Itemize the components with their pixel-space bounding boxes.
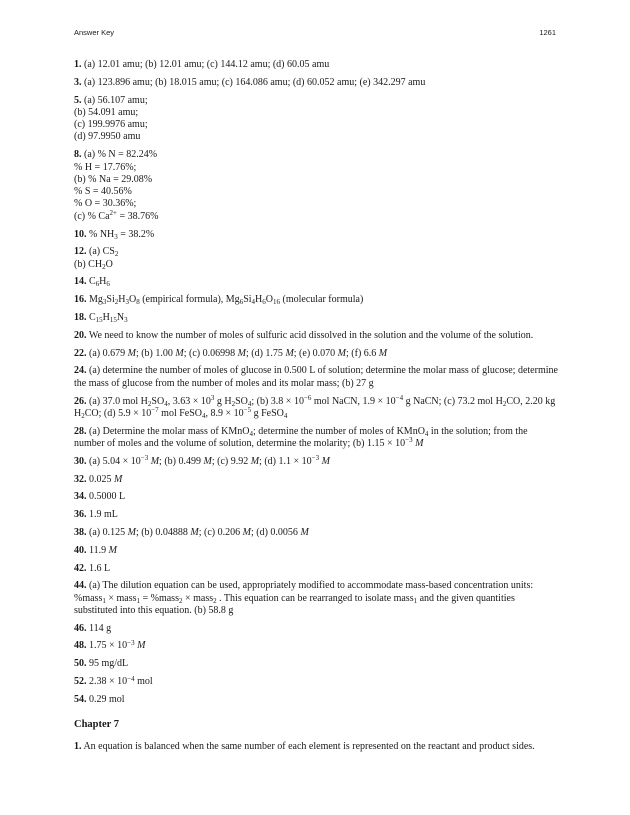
subscript: 2 [147, 399, 152, 408]
subscript: 3 [125, 298, 129, 307]
subscript: 1 [136, 596, 140, 605]
answer-list [74, 59, 560, 759]
subscript: 2 [213, 596, 217, 605]
answer-text: ; (f) 6.6 [346, 347, 379, 359]
answer-3: 3. (a) 123.896 amu; (b) 18.015 amu; (c) 164.086 amu; (d) 60.052 amu; (e) 342.297 amu [74, 76, 426, 88]
answer-text: CO, 2.20 kg H [74, 395, 556, 419]
answer-text: 1.9 mL [89, 509, 118, 521]
header-section-title: Answer Key [74, 28, 115, 37]
answer-number: 52 [74, 676, 84, 688]
answer-text: ; (d) 0.0056 [250, 526, 301, 538]
answer-48: 48. $1.75 \times 10^{-3}$ M [74, 638, 146, 652]
answer-text: % NH [89, 228, 115, 240]
answer-number: 1 [74, 59, 79, 70]
molarity-unit: M [150, 455, 160, 467]
answer-line: = 38.76% [117, 210, 159, 222]
answer-text: g FeSO [251, 407, 284, 419]
subscript: 8 [136, 298, 140, 307]
answer-number: 14 [74, 276, 84, 288]
subscript: 2 [231, 399, 236, 408]
answer-30: 30. (a) $5.04 \times 10^{-3}$ M; (b) 0.499 M; (c) 9.92 M; (d) $1.1 \times 10^{-3}$ M [74, 454, 330, 467]
answer-text: ; (e) 0.070 [293, 347, 338, 359]
molarity-unit: M [321, 455, 330, 467]
answer-number: 28 [74, 425, 84, 437]
answer-text: (a) CS [89, 246, 115, 258]
answer-42: 42. 1.6 L [74, 562, 111, 574]
answer-text: (b) CH [74, 258, 103, 270]
answer-number: 48 [74, 640, 84, 652]
answer-text: mol FeSO [158, 407, 203, 419]
answer-text: O [105, 258, 113, 270]
answer-text: We need to know the number of moles of sulfuric acid dissolved in the solution and the volume of the solution. [88, 329, 534, 341]
answer-number: 50 [74, 658, 84, 670]
molarity-unit: M [337, 347, 347, 359]
answer-number: 38 [74, 526, 84, 538]
answer-text: (a) 5.04 × 10 [89, 455, 141, 467]
answer-text: = 38.2% [117, 228, 155, 240]
molarity-unit: M [250, 455, 260, 467]
answer-text: 2.38 × 10 [89, 676, 128, 688]
answer-text: (a) 37.0 mol H [89, 395, 148, 407]
answer-text: (a) Determine the molar mass of KMnO [89, 425, 250, 437]
answer-32: 32. 0.025 M [74, 473, 123, 485]
molarity-unit: M [114, 473, 123, 485]
answer-1: 1. (a) 12.01 amu; (b) 12.01 amu; (c) 144.12 amu; (d) 60.05 amu [74, 59, 330, 70]
answer-20: 20. We need to know the number of moles of sulfuric acid dissolved in the solution and the volume of the solution. [74, 329, 534, 341]
molarity-unit: M [300, 526, 309, 538]
answer-number: 54 [74, 693, 84, 705]
answer-number: 22 [74, 347, 84, 359]
answer-number: 1 [74, 741, 79, 753]
answer-text: (a) 0.125 [89, 526, 128, 538]
answer-text: mol NaCN, 1.9 × 10 [311, 395, 396, 407]
page-number: 1261 [539, 28, 556, 37]
answer-text: SO [151, 395, 165, 407]
answer-text: (molecular formula) [280, 294, 364, 306]
answer-text: Si [243, 294, 252, 306]
exponent: −3 [311, 454, 320, 463]
answer-text: 11.9 [89, 544, 109, 556]
answer-number: 36 [74, 509, 84, 521]
subscript: 2 [81, 411, 85, 420]
exponent: −6 [303, 394, 312, 403]
subscript: 4 [283, 411, 288, 420]
answer-text: ; (c) 9.92 [211, 455, 251, 467]
answer-number: 20 [74, 329, 84, 341]
molarity-unit: M [175, 347, 184, 359]
subscript: 2 [178, 596, 183, 605]
answer-text: ; (b) 3.8 × 10 [251, 395, 304, 407]
answer-line: % H = 17.76%; [74, 161, 137, 173]
molarity-unit: M [415, 437, 424, 449]
answer-text: H [99, 276, 107, 288]
answer-10: 10. % $NH_3 = 38.2\%$ [74, 228, 155, 241]
answer-number: 8 [74, 149, 79, 161]
answer-number: 26 [74, 395, 84, 407]
answer-text: C [89, 312, 96, 324]
answer-text: , 8.9 × 10 [205, 407, 244, 419]
exponent: −4 [395, 394, 404, 403]
answer-number: 24 [74, 365, 84, 377]
answer-number: 42 [74, 562, 84, 574]
answer-line: (b) 54.091 amu; [74, 106, 139, 118]
exponent: −7 [151, 406, 159, 415]
answer-line: (c) % Ca [74, 210, 110, 222]
answer-text: 1.75 × 10 [89, 640, 128, 652]
answer-line: (a) % N = 82.24% [84, 149, 158, 161]
subscript: 4 [202, 411, 206, 420]
answer-number: 5 [74, 94, 79, 106]
charge-superscript: 2+ [109, 209, 117, 218]
subscript: 6 [239, 298, 244, 307]
subscript: 3 [124, 316, 128, 325]
answer-line: (d) 97.9950 amu [74, 131, 141, 143]
answer-text: 0.5000 L [89, 491, 126, 503]
molarity-unit: M [237, 347, 246, 359]
answer-50: 50. 95 mg/dL [74, 658, 129, 670]
answer-36: 36. 1.9 mL [74, 509, 118, 521]
answer-number: 10 [74, 228, 84, 240]
molarity-unit: M [285, 347, 294, 359]
molarity-unit: M [203, 455, 212, 467]
answer-text: ; (d) 1.1 × 10 [259, 455, 312, 467]
answer-text: ; (b) 0.04888 [135, 526, 191, 538]
answer-text: SO [235, 395, 248, 407]
answer-text: (a) 123.896 amu; (b) 18.015 amu; (c) 164.086 amu; (d) 60.052 amu; (e) 342.297 amu [84, 76, 426, 88]
answer-text: H [118, 294, 126, 306]
answer-line: (c) 199.9976 amu; [74, 119, 148, 131]
answer-number: 46 [74, 622, 84, 634]
answer-text: (a) 12.01 amu; (b) 12.01 amu; (c) 144.12 amu; (d) 60.05 amu [84, 59, 330, 70]
page-header [74, 28, 556, 40]
answer-text: 0.025 [89, 473, 114, 485]
answer-text: H [102, 312, 110, 324]
answer-number: 16 [74, 294, 84, 306]
subscript: 2 [114, 298, 119, 307]
subscript: 2 [502, 399, 507, 408]
subscript: 4 [164, 399, 168, 408]
chapter-heading: Chapter 7 [74, 719, 120, 731]
exponent: −5 [243, 406, 252, 415]
subscript: 16 [273, 298, 280, 307]
subscript: 6 [106, 280, 110, 289]
answer-22: 22. (a) 0.679 M; (b) 1.00 M; (c) 0.06998 M; (d) 1.75 M; (e) 0.070 M; (f) 6.6 M [74, 347, 388, 359]
answer-40: 40. 11.9 M [74, 544, 117, 556]
answer-text: O [265, 294, 273, 306]
answer-text: ; (c) 0.06998 [183, 347, 238, 359]
answer-text: 114 g [89, 622, 112, 634]
answer-text: O [128, 294, 137, 306]
answer-text: Si [106, 294, 115, 306]
subscript: 4 [251, 298, 256, 307]
answer-text: 0.29 mol [89, 693, 125, 705]
molarity-unit: M [127, 526, 136, 538]
answer-number: 12 [74, 246, 84, 258]
answer-text: 95 mg/dL [89, 658, 129, 670]
answer-46: 46. 114 g [74, 622, 112, 634]
answer-12: 12. (a) $CS_2$ (b) $CH_2O$ [74, 246, 119, 271]
answer-text: × mass [182, 592, 214, 604]
answer-number: 34 [74, 491, 84, 503]
answer-line: % O = 30.36%; [74, 198, 137, 210]
answer-text: g NaCN; (c) 73.2 mol H [403, 395, 503, 407]
subscript: 2 [102, 262, 106, 271]
answer-8: 8. (a) % N = 82.24% % H = 17.76%; (b) % Na = 29.08% % S = 40.56% % O = 30.36%; (c) % $Ca^{2+} = 38.76\%$ [74, 149, 159, 222]
chapter-7-answer-1: 1. An equation is balanced when the same number of each element is represented on the reactant and product sides. [74, 741, 535, 753]
answer-text: 1.6 L [89, 562, 111, 574]
exponent: −3 [127, 638, 135, 647]
answer-14: 14. $C_6H_6$ [74, 276, 110, 289]
answer-number: 18 [74, 312, 84, 324]
answer-line: % S = 40.56% [74, 186, 132, 198]
answer-text: , 3.63 × 10 [167, 395, 211, 407]
exponent: −3 [405, 436, 413, 445]
exponent: −3 [140, 454, 149, 463]
molarity-unit: M [378, 347, 388, 359]
subscript: 15 [109, 316, 117, 325]
answer-text: (a) The dilution equation can be used, appropriately modified to accommodate mass-based concentration units: %mass [74, 580, 534, 604]
answer-text: H [255, 294, 263, 306]
answer-5: 5. (a) 56.107 amu; (b) 54.091 amu; (c) 199.9976 amu; (d) 97.9950 amu [74, 94, 148, 143]
answer-text: ; (c) 0.206 [198, 526, 243, 538]
answer-text: g H [214, 395, 232, 407]
subscript: 15 [95, 316, 103, 325]
subscript: 6 [262, 298, 266, 307]
answer-text: and the given quantities substituted into this equation. (b) 58.8 g [74, 592, 515, 616]
molarity-unit: M [242, 526, 251, 538]
answer-text: (empirical formula), Mg [139, 294, 240, 306]
answer-text: ; (d) 1.75 [245, 347, 286, 359]
answer-34: 34. 0.5000 L [74, 491, 126, 503]
molarity-unit: M [190, 526, 199, 538]
answer-text: An equation is balanced when the same number of each element is represented on the reactant and product sides. [83, 741, 535, 753]
answer-number: 3 [74, 76, 79, 88]
subscript: 1 [413, 596, 418, 605]
answer-16: 16. $Mg_3Si_2H_3O_8$ (empirical formula), $Mg_6Si_4H_6O_{16}$ (molecular formula) [74, 294, 364, 307]
answer-52: 52. $2.38 \times 10^{-4}$ mol [74, 674, 153, 688]
molarity-unit: M [127, 347, 136, 359]
answer-26: 26. (a) 37.0 mol $H_2SO_4$, $3.63 \times 10^3$ g $H_2SO_4$; (b) $3.8 \times 10^{-6}$ mol NaCN, $1.9 \times 10^{-4}$ g NaCN; (c) 73.2 mol $H_2CO$, 2.20 kg $H_2CO$; (d) $5.9 \times 10^{-7}$ mol FeSO$_4$, $8.9 \times 10^{-5}$ g FeSO$_4$ [74, 394, 556, 420]
answer-text: in the solution; from the number of moles and the volume of solution, determine the molarity; (b) 1.15 × 10 [74, 425, 528, 449]
answer-text: mol [134, 676, 153, 688]
answer-text: × mass [105, 592, 137, 604]
answer-28: 28. (a) Determine the molar mass of KMnO$_4$; determine the number of moles of KMnO$_4$ in the solution; from the number of moles and the volume of solution, determine the molarity; (b) $1.15 \times 10^{-3}$ M [74, 425, 528, 449]
exponent: 3 [210, 394, 215, 403]
subscript: 3 [102, 298, 107, 307]
subscript: 3 [114, 232, 118, 241]
subscript: 1 [102, 596, 106, 605]
subscript: 2 [114, 250, 119, 259]
answer-38: 38. (a) 0.125 M; (b) 0.04888 M; (c) 0.206 M; (d) 0.0056 M [74, 526, 309, 538]
answer-text: . This equation can be rearranged to isolate mass [216, 592, 414, 604]
answer-number: 44 [74, 580, 84, 592]
answer-18: 18. $C_{15}H_{15}N_3$ [74, 312, 128, 325]
answer-text: ; (b) 1.00 [135, 347, 176, 359]
answer-text: ; determine the number of moles of KMnO [253, 425, 425, 437]
answer-text: N [116, 312, 125, 324]
exponent: −4 [127, 674, 135, 683]
subscript: 6 [95, 280, 100, 289]
answer-text: (a) determine the number of moles of glucose in 0.500 L of solution; determine the molar mass of glucose; determine the mass of glucose from the number of moles and its molar mass; (b) 27 g [74, 365, 558, 389]
answer-text: C [89, 276, 96, 288]
answer-line: (a) 56.107 amu; [84, 94, 148, 106]
answer-number: 32 [74, 473, 84, 485]
subscript: 4 [249, 429, 254, 438]
molarity-unit: M [137, 640, 146, 652]
answer-54: 54. 0.29 mol [74, 693, 125, 705]
subscript: 4 [424, 429, 429, 438]
answer-text: Mg [89, 294, 103, 306]
answer-text: ; (b) 0.499 [159, 455, 204, 467]
answer-44: 44. (a) The dilution equation can be used, appropriately modified to accommodate mass-based concentration units: %mass$_1$ × mass$_1$ = %mass$_2$ × mass$_2$ . This equation can be rearranged to isolate mass$_1$ and the given quantities substituted into this equation. (b) 58.8 g [74, 580, 534, 616]
answer-number: 40 [74, 544, 84, 556]
answer-text: CO; (d) 5.9 × 10 [84, 407, 152, 419]
answer-line: (b) % Na = 29.08% [74, 173, 153, 185]
molarity-unit: M [108, 544, 117, 556]
answer-text: = %mass [139, 592, 179, 604]
subscript: 4 [247, 399, 252, 408]
answer-number: 30 [74, 455, 84, 467]
answer-24: 24. (a) determine the number of moles of glucose in 0.500 L of solution; determine the molar mass of glucose; determine the mass of glucose from the number of moles and its molar mass; (b) 27 g [74, 365, 558, 389]
answer-text: (a) 0.679 [89, 347, 128, 359]
